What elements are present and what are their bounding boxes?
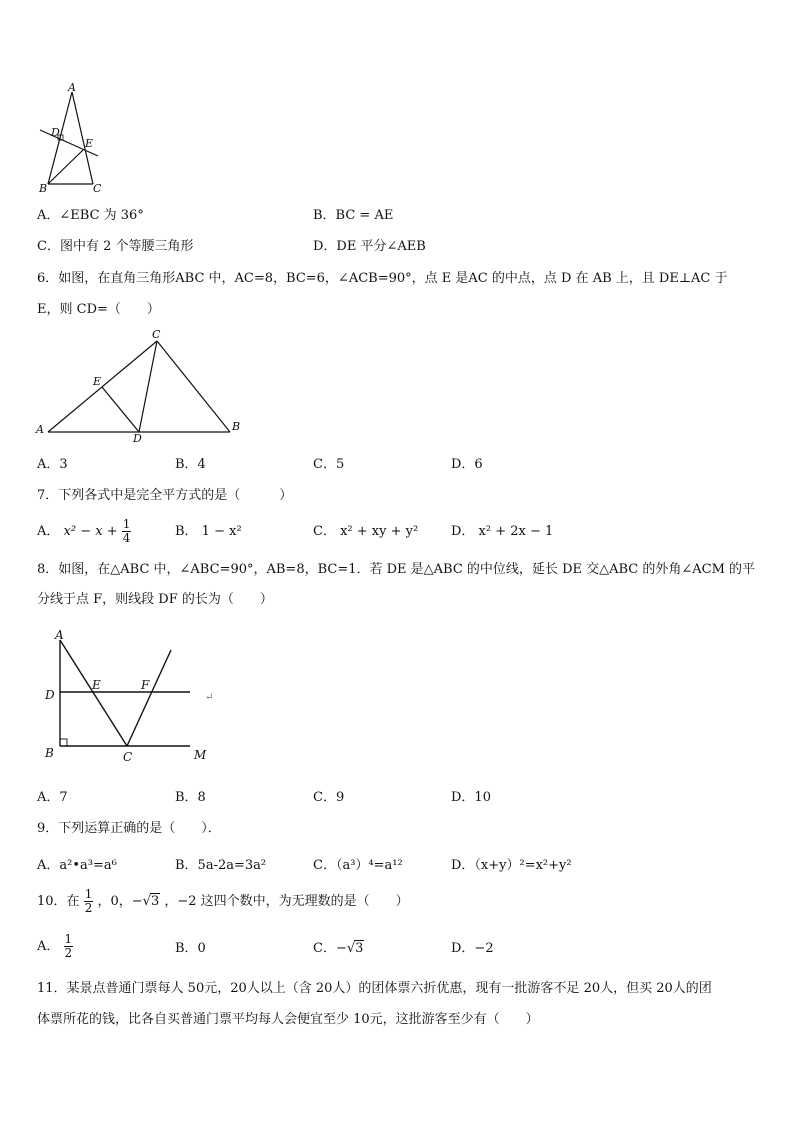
q8-label-b: B bbox=[45, 746, 54, 760]
q6-option-c: C．5 bbox=[313, 457, 345, 472]
q6-label-b: B bbox=[232, 420, 241, 433]
q10-option-c: C．−√3 bbox=[313, 941, 364, 956]
q8-option-d: D．10 bbox=[451, 790, 491, 805]
q5-label-e: E bbox=[85, 137, 94, 150]
q5-label-d: D bbox=[51, 126, 60, 139]
q10-fraction bbox=[84, 888, 94, 915]
q8-label-f: F bbox=[141, 678, 150, 692]
q7-option-a bbox=[37, 517, 131, 547]
q5-option-a: A．∠EBC 为 36° bbox=[37, 208, 144, 223]
q10-option-a-numerator: 1 bbox=[64, 932, 73, 946]
q8-label-d: D bbox=[45, 688, 55, 702]
q10-option-a-prefix: A． bbox=[37, 939, 60, 954]
q6-figure bbox=[30, 326, 255, 446]
q7-stem: 7．下列各式中是完全平方式的是（ ） bbox=[37, 488, 293, 503]
q10-option-c-prefix: C．− bbox=[313, 941, 347, 956]
q10-option-c-sqrt: 3 bbox=[355, 941, 364, 956]
q6-label-e: E bbox=[93, 375, 102, 388]
q6-stem-line2: E，则 CD=（ ） bbox=[37, 302, 160, 317]
q7-option-b: B． 1 − x² bbox=[175, 524, 242, 539]
q8-label-a: A bbox=[55, 628, 64, 642]
q8-stem-line1: 8．如图，在△ABC 中，∠ABC=90°，AB=8，BC=1．若 DE 是△ABC 的中位线，延长 DE 交△ABC 的外角∠ACM 的平 bbox=[37, 562, 756, 577]
q7-option-a-fraction bbox=[122, 518, 132, 545]
q5-option-c: C．图中有 2 个等腰三角形 bbox=[37, 239, 194, 254]
q5-label-a: A bbox=[68, 81, 76, 94]
q8-label-e: E bbox=[92, 678, 101, 692]
q5-figure bbox=[30, 80, 110, 200]
q10-suffix: ，−2 这四个数中，为无理数的是（ ） bbox=[164, 894, 409, 909]
q10-stem: 10．在 $\frac{1}{2}$ ，0，−√3 ，−2 这四个数中，为无理数的是（ ） bbox=[37, 887, 409, 915]
q11-stem-line2: 体票所花的钱，比各自买普通门票平均每人会便宜至少 10元，这批游客至少有（ ） bbox=[37, 1012, 539, 1027]
q9-option-d: D．（x+y）²=x²+y² bbox=[451, 858, 572, 873]
q10-option-d: D．−2 bbox=[451, 941, 494, 956]
q8-option-a: A．7 bbox=[37, 790, 68, 805]
q5-option-d: D．DE 平分∠AEB bbox=[313, 239, 426, 254]
q8-stem-line2: 分线于点 F，则线段 DF 的长为（ ） bbox=[37, 592, 273, 607]
q5-label-b: B bbox=[39, 182, 48, 195]
q6-option-a: A．3 bbox=[37, 457, 68, 472]
q10-option-b: B．0 bbox=[175, 941, 206, 956]
q6-option-b: B．4 bbox=[175, 457, 206, 472]
q10-fraction-denominator: 2 bbox=[84, 901, 93, 915]
q9-option-b: B．5a-2a=3a² bbox=[175, 858, 267, 873]
q9-option-c: C．（a³）⁴=a¹² bbox=[313, 858, 403, 873]
q6-stem-line1: 6．如图，在直角三角形ABC 中，AC=8，BC=6，∠ACB=90°，点 E 是AC 的中点，点 D 在 AB 上，且 DE⊥AC 于 bbox=[37, 271, 728, 286]
q8-label-m: M bbox=[194, 748, 207, 762]
q9-stem: 9．下列运算正确的是（ ）． bbox=[37, 821, 221, 836]
paragraph-return-mark: ↵ bbox=[205, 692, 214, 703]
q6-label-d: D bbox=[133, 432, 142, 445]
q5-label-c: C bbox=[93, 182, 102, 195]
q10-mid: ，0，− bbox=[97, 894, 143, 909]
q6-label-c: C bbox=[152, 328, 161, 341]
q8-option-b: B．8 bbox=[175, 790, 206, 805]
q5-option-b: B．BC = AE bbox=[313, 208, 394, 223]
q10-sqrt: 3 bbox=[150, 894, 160, 909]
q10-fraction-numerator: 1 bbox=[84, 887, 93, 901]
q10-option-a bbox=[37, 932, 73, 962]
q7-option-a-denominator: 4 bbox=[122, 531, 131, 545]
q10-option-a-fraction bbox=[64, 933, 74, 960]
q7-option-a-numerator: 1 bbox=[122, 517, 131, 531]
q8-option-c: C．9 bbox=[313, 790, 345, 805]
q9-option-a: A．a²•a³=a⁶ bbox=[37, 858, 117, 873]
q7-option-a-prefix: A． bbox=[37, 524, 60, 539]
q10-option-a-denominator: 2 bbox=[64, 946, 73, 960]
q7-option-c: C． x² + xy + y² bbox=[313, 524, 419, 539]
q6-option-d: D．6 bbox=[451, 457, 483, 472]
q7-option-a-expr: x² − x + bbox=[63, 524, 118, 539]
q7-option-d: D． x² + 2x − 1 bbox=[451, 524, 554, 539]
q10-prefix: 10．在 bbox=[37, 894, 80, 909]
q8-label-c: C bbox=[123, 750, 133, 764]
q11-stem-line1: 11．某景点普通门票每人 50元，20人以上（含 20人）的团体票六折优惠，现有一批游客不足 20人，但买 20人的团 bbox=[37, 981, 712, 996]
q8-figure bbox=[38, 626, 228, 766]
q6-label-a: A bbox=[36, 423, 44, 436]
